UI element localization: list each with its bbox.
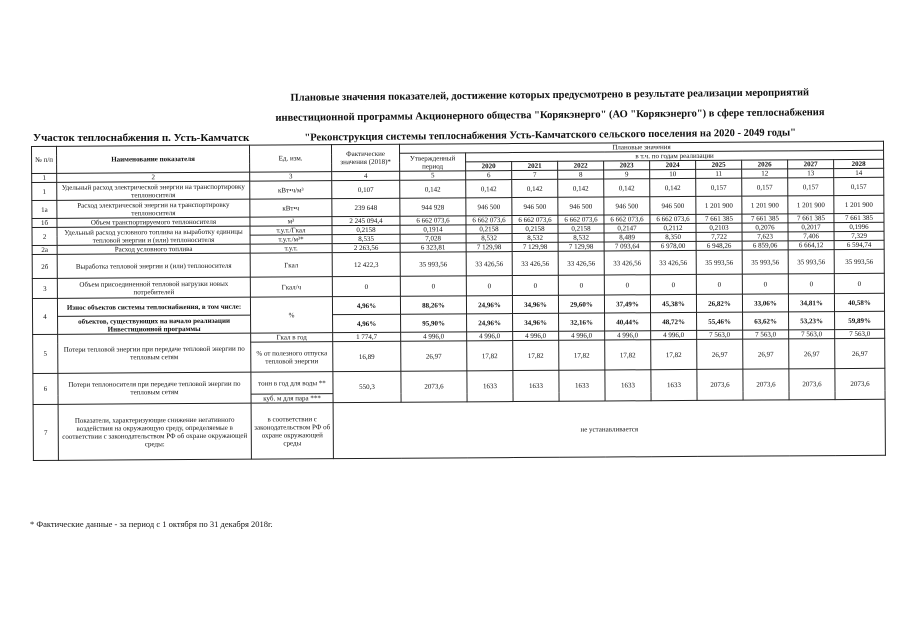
section-title: Участок теплоснабжения п. Усть-Камчатск — [33, 132, 250, 144]
value-cell: 6 662 073,6 — [512, 215, 558, 224]
value-cell: 0,142 — [466, 180, 512, 198]
value-cell: 4 996,0 — [401, 332, 467, 341]
value-cell: 7 563,0 — [835, 329, 885, 338]
value-cell: 0 — [604, 275, 650, 295]
header-year: 2024 — [650, 160, 696, 169]
value-cell: 17,82 — [559, 340, 605, 370]
value-cell: 946 500 — [466, 198, 512, 216]
header-year: 2022 — [558, 161, 604, 170]
unit-cell: т.у.т./м³* — [250, 235, 332, 245]
value-cell: 1633 — [559, 370, 605, 401]
title-line-2: инвестиционной программы Акционерного общества "Корякэнерго" (АО "Корякэнерго") в сфере теплоснабжения — [275, 107, 825, 124]
table-row — [33, 368, 885, 395]
value-cell: 0 — [650, 274, 696, 294]
value-cell: 550,3 — [333, 371, 401, 402]
value-cell: 8,535 — [332, 234, 400, 243]
value-cell: 0 — [558, 275, 604, 295]
column-number: 12 — [742, 169, 788, 178]
value-cell: 0,142 — [400, 180, 466, 198]
value-cell: 0,1914 — [400, 225, 466, 234]
value-cell: 944 928 — [400, 198, 466, 216]
value-cell: 40,58% — [834, 293, 884, 311]
value-cell: 7,722 — [696, 232, 742, 241]
value-cell: 7 563,0 — [743, 330, 789, 339]
unit-cell: тонн в год для воды ** — [251, 372, 333, 395]
title-line-1: Плановые значения показателей, достижение которых предусмотрено в результате реализации мероприятий — [290, 87, 810, 104]
value-cell: 63,62% — [743, 312, 789, 330]
value-cell: 1633 — [513, 370, 559, 401]
value-cell: 8,489 — [604, 233, 650, 242]
value-cell: 32,16% — [559, 313, 605, 331]
indicator-name: Показатели, характеризующие снижение негативного воздействия на окружающую среду, определяемые в соответствии с законодательством РФ об охране окружающей среды: — [58, 403, 251, 460]
value-cell: 26,97 — [697, 339, 743, 369]
header-year: 2025 — [696, 160, 742, 169]
value-cell: 4 996,0 — [467, 332, 513, 341]
indicator-name: Объем присоединенной тепловой нагрузки новых потребителей — [57, 277, 250, 298]
value-cell: 0,2112 — [650, 223, 696, 232]
header-plan: Плановые значения — [399, 141, 883, 153]
value-cell: 0,157 — [834, 177, 884, 195]
row-number: 4 — [32, 298, 57, 334]
value-cell: 4 996,0 — [559, 331, 605, 340]
column-number: 5 — [400, 171, 466, 180]
value-cell: 2073,6 — [697, 369, 743, 400]
unit-cell: Гкал в год — [251, 333, 333, 343]
unit-cell: Гкал — [250, 253, 332, 278]
value-cell: 0,2158 — [512, 224, 558, 233]
value-cell: 6 948,26 — [696, 241, 742, 250]
value-cell: 0,2017 — [788, 223, 834, 232]
unit-cell: м³ — [250, 217, 332, 227]
value-cell: 8,532 — [512, 233, 558, 242]
value-cell: 16,89 — [333, 341, 401, 371]
column-number: 14 — [834, 168, 884, 177]
value-cell: 946 500 — [512, 197, 558, 215]
header-num: № п/п — [32, 146, 57, 173]
indicators-table — [31, 141, 886, 461]
value-cell: 1 201 900 — [834, 195, 884, 213]
value-cell: 17,82 — [513, 340, 559, 370]
value-cell: 26,97 — [743, 339, 789, 369]
value-cell: 2073,6 — [835, 368, 885, 399]
value-cell: 1 201 900 — [696, 196, 742, 214]
value-cell: 0 — [512, 275, 558, 295]
row-number: 1б — [32, 218, 57, 227]
row-number: 6 — [33, 373, 58, 404]
indicator-name: Расход условного топлива — [57, 244, 250, 254]
value-cell: 0,1996 — [834, 222, 884, 231]
value-cell: 7 661 385 — [788, 214, 834, 223]
value-cell: 0 — [742, 274, 788, 294]
column-number: 7 — [512, 170, 558, 179]
header-year: 2028 — [834, 159, 884, 168]
value-cell: 17,82 — [651, 339, 697, 369]
value-cell: 53,23% — [789, 312, 835, 330]
value-cell: 0 — [834, 273, 884, 293]
header-year: 2020 — [466, 162, 512, 171]
indicator-name: Объем транспортируемого теплоносителя — [57, 217, 250, 227]
value-cell: 4,96% — [332, 296, 400, 314]
value-cell: 0,107 — [332, 180, 400, 198]
row-number: 2б — [32, 254, 57, 278]
value-cell: 7,406 — [788, 232, 834, 241]
value-cell: 34,96% — [512, 295, 558, 313]
value-cell: 29,60% — [558, 295, 604, 313]
value-cell: 0 — [400, 276, 466, 296]
value-cell: 7 129,98 — [466, 243, 512, 252]
value-cell: 7 129,98 — [558, 242, 604, 251]
header-year: 2026 — [742, 160, 788, 169]
value-cell: 0,142 — [650, 178, 696, 196]
unit-cell: кВт•ч — [250, 199, 332, 218]
value-cell: 0,2147 — [604, 224, 650, 233]
value-cell: 7 661 385 — [696, 214, 742, 223]
column-number: 4 — [332, 171, 400, 180]
value-cell: 4 996,0 — [513, 331, 559, 340]
value-cell: 1633 — [605, 370, 651, 401]
unit-cell: в соответствии с законодательством РФ об охране окружающей среды — [251, 403, 333, 459]
column-number: 9 — [604, 170, 650, 179]
title-line-3: "Реконструкция системы теплоснабжения Усть-Камчатского сельского поселения на 2020 - 2049 годы" — [304, 127, 797, 144]
value-cell: 0 — [466, 276, 512, 296]
value-cell: 12 422,3 — [332, 252, 400, 276]
value-cell: 8,532 — [558, 233, 604, 242]
unit-cell: куб. м для пара *** — [251, 394, 333, 404]
value-cell: 2073,6 — [789, 369, 835, 400]
value-cell: 7,623 — [742, 232, 788, 241]
column-number: 10 — [650, 169, 696, 178]
indicator-name: Расход электрической энергии на транспортировку теплоносителя — [57, 199, 250, 218]
column-number: 3 — [250, 172, 332, 182]
value-cell: 34,96% — [513, 313, 559, 331]
indicator-subname: объектов, существующих на начало реализации Инвестиционной программы — [58, 315, 251, 334]
value-cell: 55,46% — [697, 312, 743, 330]
indicator-name: Выработка тепловой энергии и (или) теплоносителя — [57, 253, 250, 278]
value-cell: 35 993,56 — [834, 249, 884, 273]
value-cell: 0,157 — [788, 178, 834, 196]
header-approved: Утвержденный период — [400, 153, 466, 171]
indicator-name: Удельный расход электрической энергии на транспортировку теплоносителя — [57, 181, 250, 200]
value-cell: 33 426,56 — [512, 251, 558, 275]
value-cell: 34,81% — [788, 294, 834, 312]
value-cell: 6 859,06 — [742, 241, 788, 250]
row-number: 1а — [32, 200, 57, 218]
value-cell: 946 500 — [558, 197, 604, 215]
value-cell: 8,532 — [466, 234, 512, 243]
row-number: 7 — [33, 404, 58, 460]
value-cell: 59,89% — [835, 311, 885, 329]
indicator-name: Износ объектов системы теплоснабжения, в том числе: — [57, 297, 250, 316]
value-cell: 7 093,64 — [604, 242, 650, 251]
value-cell: 35 993,56 — [788, 250, 834, 274]
value-cell: 0,2076 — [742, 223, 788, 232]
value-cell: 0,142 — [558, 179, 604, 197]
header-name: Наименование показателя — [57, 145, 250, 173]
value-cell: 35 993,56 — [696, 250, 742, 274]
unit-cell: т.у.т. — [250, 244, 332, 254]
value-cell: 1 201 900 — [742, 196, 788, 214]
value-cell: 7,028 — [400, 234, 466, 243]
value-cell: 17,82 — [605, 340, 651, 370]
row-number: 2 — [32, 227, 57, 245]
value-cell: 33 426,56 — [650, 250, 696, 274]
value-cell: 26,97 — [835, 338, 885, 368]
value-cell: 239 648 — [332, 198, 400, 216]
value-cell: 7 661 385 — [834, 213, 884, 222]
value-cell: 95,90% — [401, 314, 467, 332]
unit-cell: т.у.т./Гкал — [250, 226, 332, 236]
header-year: 2023 — [604, 161, 650, 170]
unit-cell: кВт•ч/м³ — [250, 181, 332, 200]
value-cell: 0,2158 — [332, 225, 400, 234]
unit-cell: % от полезного отпуска тепловой энергии — [251, 342, 333, 373]
document-title — [230, 83, 871, 150]
value-cell: 6 662 073,6 — [604, 215, 650, 224]
value-cell: 0,2158 — [558, 224, 604, 233]
unit-cell: Гкал/ч — [250, 277, 332, 298]
value-cell: 1633 — [651, 369, 697, 400]
value-cell: 0,142 — [512, 179, 558, 197]
value-cell: 26,97 — [789, 339, 835, 369]
value-cell: 0 — [788, 274, 834, 294]
value-cell: 2073,6 — [401, 371, 467, 402]
value-cell: 40,44% — [605, 313, 651, 331]
value-cell: 6 978,00 — [650, 241, 696, 250]
row-number: 5 — [33, 334, 58, 373]
value-cell: 7 563,0 — [697, 330, 743, 339]
column-number: 8 — [558, 170, 604, 179]
value-cell: 946 500 — [604, 197, 650, 215]
value-cell: 35 993,56 — [742, 250, 788, 274]
value-cell: 4 996,0 — [605, 331, 651, 340]
value-cell: 33 426,56 — [604, 251, 650, 275]
value-cell: 4,96% — [333, 314, 401, 332]
value-cell: 0,142 — [604, 179, 650, 197]
value-cell: 6 662 073,6 — [650, 214, 696, 223]
value-cell: 4 996,0 — [651, 330, 697, 339]
value-cell: 88,26% — [400, 296, 466, 314]
value-cell: 1 774,7 — [333, 332, 401, 341]
value-cell: 946 500 — [650, 196, 696, 214]
header-unit: Ед. изм. — [249, 145, 331, 173]
value-cell: 0 — [332, 276, 400, 296]
value-cell: 24,96% — [466, 296, 512, 314]
value-cell: 6 662 073,6 — [558, 215, 604, 224]
value-cell: 8,350 — [650, 232, 696, 241]
row-number: 1 — [32, 182, 57, 200]
header-by-years: в т.ч. по годам реализации — [466, 150, 884, 162]
row-number: 2а — [32, 245, 57, 254]
value-cell: 7,329 — [834, 231, 884, 240]
column-number: 11 — [696, 169, 742, 178]
unit-cell: % — [250, 297, 332, 334]
header-year: 2027 — [788, 160, 834, 169]
column-number: 2 — [57, 172, 250, 182]
value-cell: 0,2103 — [696, 223, 742, 232]
value-cell: 6 662 073,6 — [466, 216, 512, 225]
value-cell: 6 664,12 — [788, 241, 834, 250]
value-cell: 37,49% — [604, 295, 650, 313]
value-cell: 2 263,56 — [332, 243, 400, 252]
header-fact: Фактические значения (2018)* — [331, 144, 399, 171]
value-cell: 2 245 094,4 — [332, 216, 400, 225]
value-cell: 33 426,56 — [558, 251, 604, 275]
merged-value-cell: не устанавливается — [333, 399, 885, 458]
value-cell: 6 594,74 — [834, 240, 884, 249]
value-cell: 35 993,56 — [400, 252, 466, 276]
table-row — [33, 399, 885, 460]
value-cell: 1633 — [467, 371, 513, 402]
column-number: 1 — [32, 173, 57, 182]
value-cell: 0,157 — [696, 178, 742, 196]
value-cell: 1 201 900 — [788, 196, 834, 214]
value-cell: 2073,6 — [743, 369, 789, 400]
value-cell: 48,72% — [651, 312, 697, 330]
value-cell: 17,82 — [467, 341, 513, 371]
value-cell: 33 426,56 — [466, 252, 512, 276]
footnote: * Фактические данные - за период с 1 октября по 31 декабря 2018г. — [30, 519, 273, 529]
column-number: 13 — [788, 169, 834, 178]
value-cell: 7 661 385 — [742, 214, 788, 223]
value-cell: 0 — [696, 274, 742, 294]
column-number: 6 — [466, 171, 512, 180]
value-cell: 6 323,81 — [400, 243, 466, 252]
value-cell: 26,97 — [401, 341, 467, 371]
value-cell: 7 129,98 — [512, 242, 558, 251]
value-cell: 45,38% — [650, 294, 696, 312]
value-cell: 7 563,0 — [789, 330, 835, 339]
indicator-name: Потери теплоносителя при передаче тепловой энергии по тепловым сетям — [58, 372, 251, 404]
indicator-name: Потери тепловой энергии при передаче тепловой энергии по тепловым сетям — [58, 333, 251, 373]
row-number: 3 — [32, 278, 57, 298]
value-cell: 6 662 073,6 — [400, 216, 466, 225]
value-cell: 26,82% — [696, 294, 742, 312]
header-year: 2021 — [512, 161, 558, 170]
value-cell: 24,96% — [467, 314, 513, 332]
value-cell: 0,157 — [742, 178, 788, 196]
value-cell: 0,2158 — [466, 225, 512, 234]
indicator-name: Удельный расход условного топлива на выработку единицы тепловой энергии и (или) теплоносителя — [57, 226, 250, 245]
value-cell: 33,06% — [742, 294, 788, 312]
